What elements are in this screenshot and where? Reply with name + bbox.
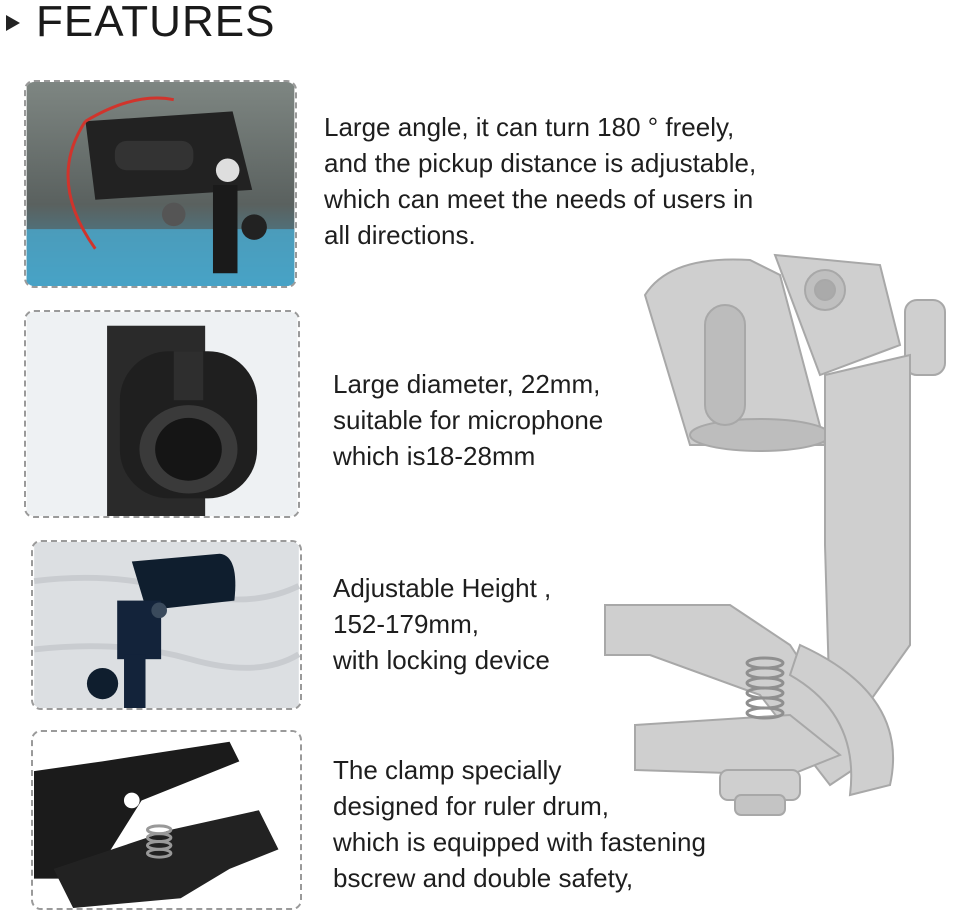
feature-line: suitable for microphone (333, 405, 604, 435)
page-title: FEATURES (36, 0, 276, 46)
feature-line: Large angle, it can turn 180 ° freely, (324, 112, 735, 142)
features-heading (6, 0, 275, 44)
spring-clamp-photo (33, 732, 300, 908)
feature-text-height (333, 570, 551, 678)
feature-line: 152-179mm, (333, 609, 479, 639)
feature-line: which is18-28mm (333, 441, 536, 471)
feature-line: which can meet the needs of users in (324, 184, 754, 214)
feature-line: which is equipped with fastening (333, 827, 706, 857)
feature-line: The clamp specially (333, 755, 562, 785)
feature-line: bscrew and double safety, (333, 863, 634, 893)
product-image (590, 245, 963, 825)
feature-image-height (31, 540, 302, 710)
drum-mic-clamp-product (590, 245, 963, 825)
feature-line: and the pickup distance is adjustable, (324, 148, 757, 178)
feature-line: Adjustable Height , (333, 573, 552, 603)
feature-image-rotation (24, 80, 297, 288)
holder-rotation-photo (26, 82, 295, 286)
feature-line: all directions. (324, 220, 476, 250)
height-adjust-photo (33, 542, 300, 708)
feature-line: Large diameter, 22mm, (333, 369, 601, 399)
triangle-right-icon (6, 15, 20, 31)
feature-image-clamp (31, 730, 302, 910)
feature-text-diameter (333, 366, 603, 474)
feature-text-rotation (324, 109, 756, 253)
feature-line: designed for ruler drum, (333, 791, 610, 821)
feature-line: with locking device (333, 645, 550, 675)
feature-image-diameter (24, 310, 300, 518)
mic-clip-closeup-photo (26, 312, 298, 516)
